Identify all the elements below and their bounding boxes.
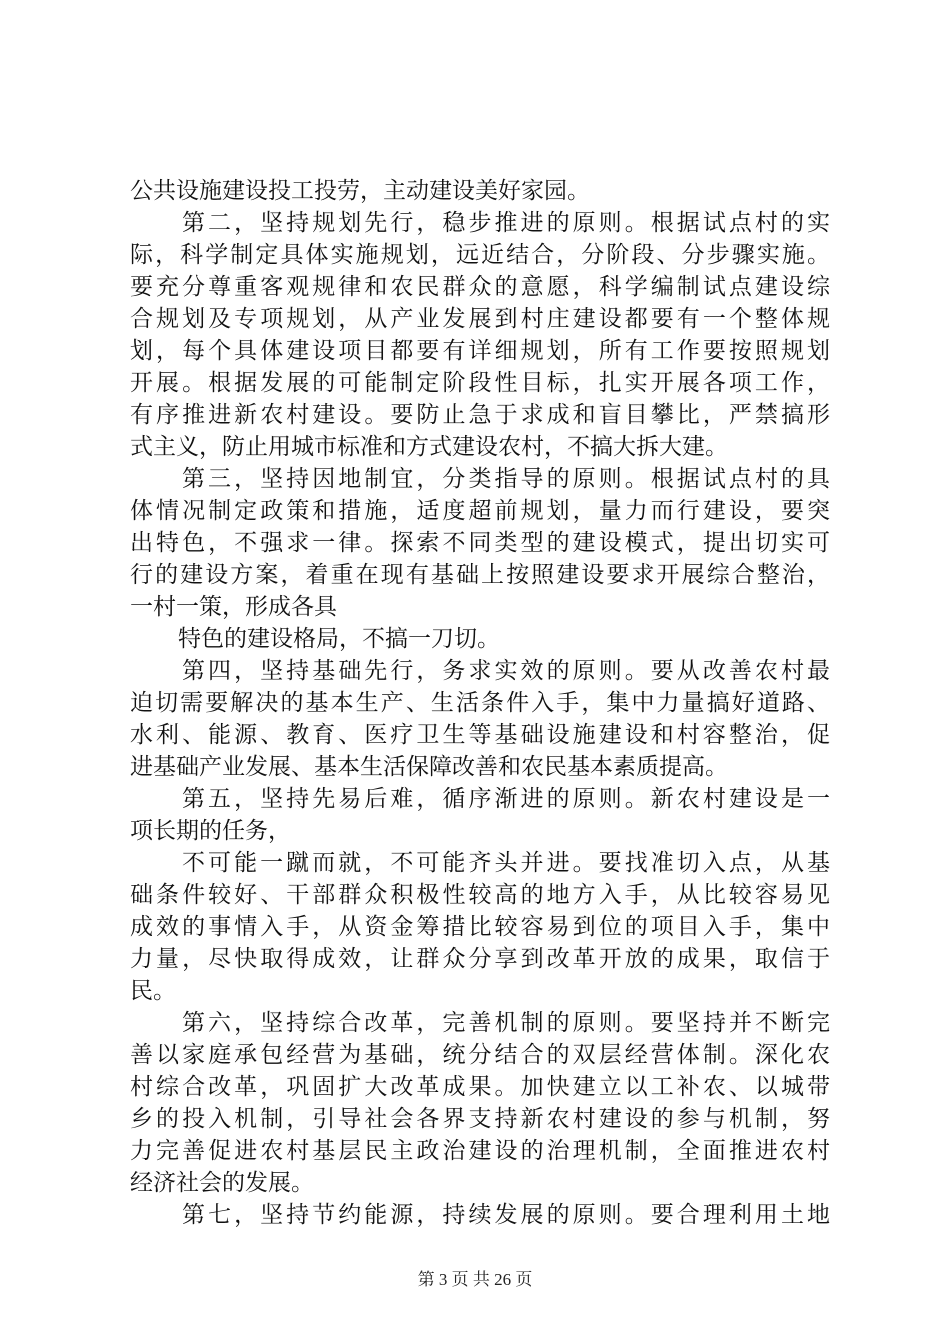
text-line: 特色的建设格局，不搞一刀切。 <box>178 626 500 652</box>
text-line: 第七，坚持节约能源，持续发展的原则。要合理利用土地 <box>182 1202 830 1228</box>
text-line: 出特色，不强求一律。探索不同类型的建设模式，提出切实可 <box>130 530 830 556</box>
text-line: 经济社会的发展。 <box>130 1170 314 1196</box>
text-line: 水利、能源、教育、医疗卫生等基础设施建设和村容整治，促 <box>130 722 830 748</box>
text-line: 乡的投入机制，引导社会各界支持新农村建设的参与机制，努 <box>130 1106 830 1132</box>
text-line: 进基础产业发展、基本生活保障改善和农民基本素质提高。 <box>130 754 728 780</box>
text-line: 力量，尽快取得成效，让群众分享到改革开放的成果，取信于 <box>130 946 830 972</box>
text-line: 善以家庭承包经营为基础，统分结合的双层经营体制。深化农 <box>130 1042 830 1068</box>
text-line: 不可能一蹴而就，不可能齐头并进。要找准切入点，从基 <box>182 850 830 876</box>
text-line: 际，科学制定具体实施规划，远近结合，分阶段、分步骤实施。 <box>130 242 830 268</box>
text-line: 合规划及专项规划，从产业发展到村庄建设都要有一个整体规 <box>130 306 830 332</box>
text-line: 力完善促进农村基层民主政治建设的治理机制，全面推进农村 <box>130 1138 830 1164</box>
text-line: 项长期的任务， <box>130 818 291 844</box>
text-line: 成效的事情入手，从资金筹措比较容易到位的项目入手，集中 <box>130 914 830 940</box>
text-line: 要充分尊重客观规律和农民群众的意愿，科学编制试点建设综 <box>130 274 830 300</box>
text-line: 体情况制定政策和措施，适度超前规划，量力而行建设，要突 <box>130 498 830 524</box>
text-line: 第二，坚持规划先行，稳步推进的原则。根据试点村的实 <box>182 210 830 236</box>
text-line: 村综合改革，巩固扩大改革成果。加快建立以工补农、以城带 <box>130 1074 830 1100</box>
page-number-footer: 第 3 页 共 26 页 <box>417 1270 533 1289</box>
text-line: 开展。根据发展的可能制定阶段性目标，扎实开展各项工作， <box>130 370 830 396</box>
text-line: 一村一策，形成各具 <box>130 594 337 620</box>
text-line: 行的建设方案，着重在现有基础上按照建设要求开展综合整治， <box>130 562 830 588</box>
text-line: 民。 <box>130 978 176 1004</box>
text-line: 第四，坚持基础先行，务求实效的原则。要从改善农村最 <box>182 658 830 684</box>
text-line: 第六，坚持综合改革，完善机制的原则。要坚持并不断完 <box>182 1010 830 1036</box>
text-line: 迫切需要解决的基本生产、生活条件入手，集中力量搞好道路、 <box>130 690 830 716</box>
text-line: 有序推进新农村建设。要防止急于求成和盲目攀比，严禁搞形 <box>130 402 830 428</box>
text-line: 第五，坚持先易后难，循序渐进的原则。新农村建设是一 <box>182 786 830 812</box>
text-line: 公共设施建设投工投劳，主动建设美好家园。 <box>130 178 590 204</box>
text-line: 础条件较好、干部群众积极性较高的地方入手，从比较容易见 <box>130 882 830 908</box>
text-line: 第三，坚持因地制宜，分类指导的原则。根据试点村的具 <box>182 466 830 492</box>
text-line: 划，每个具体建设项目都要有详细规划，所有工作要按照规划 <box>130 338 830 364</box>
text-line: 式主义，防止用城市标准和方式建设农村，不搞大拆大建。 <box>130 434 728 460</box>
